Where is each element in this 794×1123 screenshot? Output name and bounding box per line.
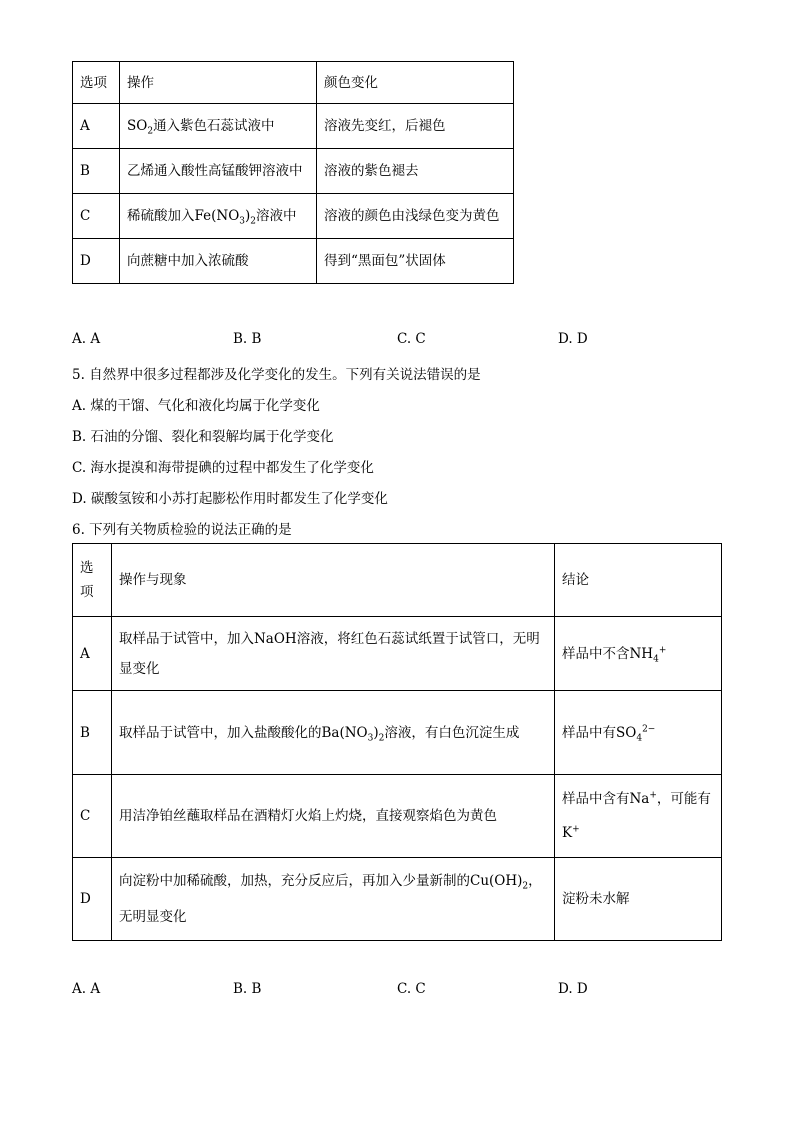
- answer-choices-q6: [72, 981, 672, 1001]
- row-conclusion: 样品中有$SO_4^{2-}$: [555, 691, 722, 775]
- answer-choice-d[interactable]: D. D: [558, 331, 588, 347]
- row-operation: 取样品于试管中，加入盐酸酸化的$Ba(NO_3)_2$溶液，有白色沉淀生成: [112, 691, 555, 775]
- question-5-option-d[interactable]: D. 碳酸氢铵和小苏打起膨松作用时都发生了化学变化: [72, 491, 388, 507]
- table-row: [73, 104, 514, 149]
- header-operation: 操作: [120, 62, 317, 104]
- table-row: [73, 617, 722, 691]
- row-conclusion: 样品中不含$NH_4^+$: [555, 617, 722, 691]
- table-row: [73, 775, 722, 858]
- row-option: D: [73, 858, 112, 941]
- question-5-option-a[interactable]: A. 煤的干馏、气化和液化均属于化学变化: [72, 398, 320, 414]
- row-operation: 向淀粉中加稀硫酸，加热，充分反应后，再加入少量新制的$Cu(OH)_2$，无明显变化: [112, 858, 555, 941]
- row-operation: 用洁净铂丝蘸取样品在酒精灯火焰上灼烧，直接观察焰色为黄色: [112, 775, 555, 858]
- table-q6-options: [72, 543, 722, 941]
- question-5-option-c[interactable]: C. 海水提溴和海带提碘的过程中都发生了化学变化: [72, 460, 374, 476]
- header-option: 选项: [73, 62, 120, 104]
- table-row: [73, 691, 722, 775]
- header-conclusion: 结论: [555, 544, 722, 617]
- question-5-stem: 5. 自然界中很多过程都涉及化学变化的发生。下列有关说法错误的是: [72, 367, 481, 383]
- table-row: [73, 858, 722, 941]
- answer-choice-c[interactable]: C. C: [397, 331, 426, 347]
- row-color-change: 溶液先变红，后褪色: [317, 104, 514, 149]
- row-color-change: 溶液的颜色由浅绿色变为黄色: [317, 194, 514, 239]
- row-operation: 向蔗糖中加入浓硫酸: [120, 239, 317, 284]
- row-color-change: 得到“黑面包”状固体: [317, 239, 514, 284]
- answer-choices-q4: [72, 331, 672, 351]
- answer-choice-b[interactable]: B. B: [233, 981, 262, 997]
- header-operation-phenomenon: 操作与现象: [112, 544, 555, 617]
- answer-choice-d[interactable]: D. D: [558, 981, 588, 997]
- row-color-change: 溶液的紫色褪去: [317, 149, 514, 194]
- row-option: C: [73, 194, 120, 239]
- row-option: B: [73, 149, 120, 194]
- row-operation: $SO_2$通入紫色石蕊试液中: [120, 104, 317, 149]
- row-option: B: [73, 691, 112, 775]
- table-q4-options: [72, 61, 514, 284]
- row-option: C: [73, 775, 112, 858]
- question-6-stem: 6. 下列有关物质检验的说法正确的是: [72, 522, 292, 538]
- row-option: D: [73, 239, 120, 284]
- row-conclusion: 淀粉未水解: [555, 858, 722, 941]
- table-row: [73, 194, 514, 239]
- table-header-row: [73, 544, 722, 617]
- header-color-change: 颜色变化: [317, 62, 514, 104]
- row-operation: 乙烯通入酸性高锰酸钾溶液中: [120, 149, 317, 194]
- row-option: A: [73, 617, 112, 691]
- row-option: A: [73, 104, 120, 149]
- table-row: [73, 239, 514, 284]
- header-option: 选项: [73, 544, 112, 617]
- answer-choice-a[interactable]: A. A: [72, 331, 101, 347]
- row-operation: 取样品于试管中，加入NaOH溶液，将红色石蕊试纸置于试管口，无明显变化: [112, 617, 555, 691]
- row-operation: 稀硫酸加入$Fe(NO_3)_2$溶液中: [120, 194, 317, 239]
- question-5-option-b[interactable]: B. 石油的分馏、裂化和裂解均属于化学变化: [72, 429, 334, 445]
- row-conclusion: 样品中含有Na+，可能有K+: [555, 775, 722, 858]
- table-header-row: [73, 62, 514, 104]
- answer-choice-a[interactable]: A. A: [72, 981, 101, 997]
- answer-choice-c[interactable]: C. C: [397, 981, 426, 997]
- answer-choice-b[interactable]: B. B: [233, 331, 262, 347]
- table-row: [73, 149, 514, 194]
